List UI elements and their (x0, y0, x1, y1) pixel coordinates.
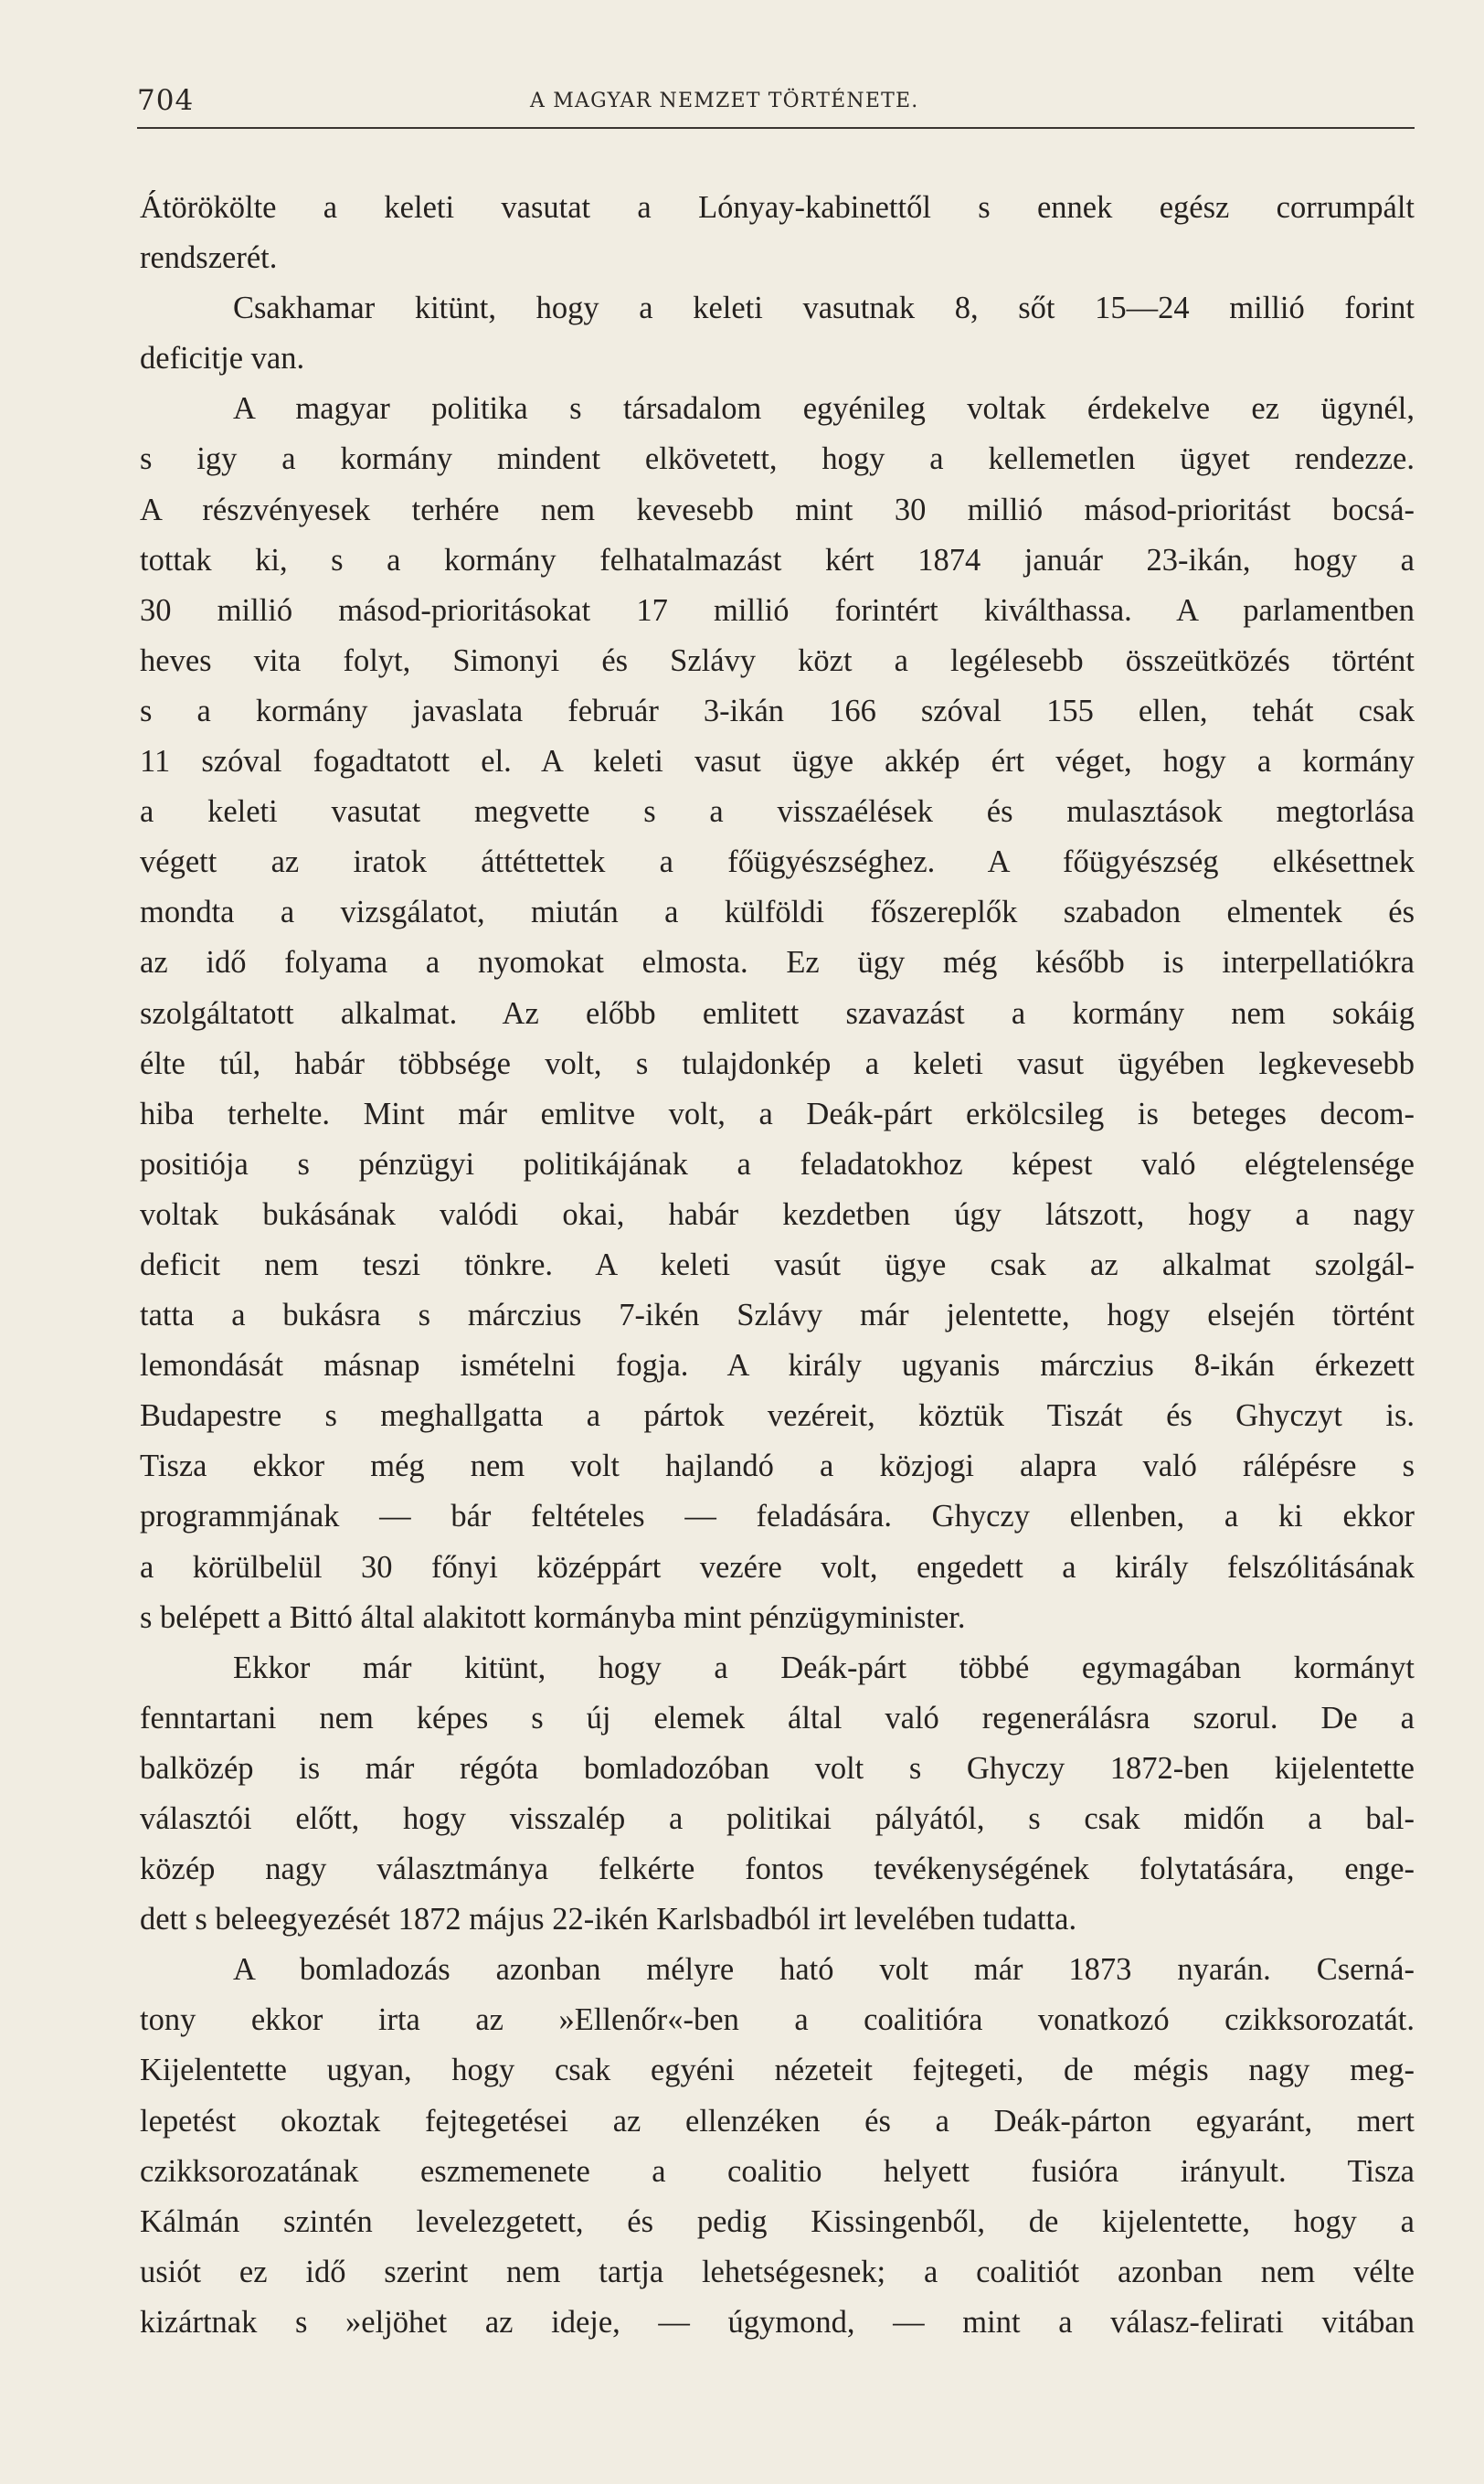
text-line: mondta a vizsgálatot, miután a külföldi főszereplők szabadon elmentek és (140, 895, 1415, 930)
text-line: A részvényesek terhére nem kevesebb mint 30 millió másod-prioritást bocsá- (140, 492, 1415, 527)
text-line: Átörökölte a keleti vasutat a Lónyay-kabinettől s ennek egész corrumpált (140, 190, 1415, 225)
page-number: 704 (137, 84, 195, 117)
text-line: Budapestre s meghallgatta a pártok vezéreit, köztük Tiszát és Ghyczyt is. (140, 1398, 1415, 1434)
text-line: programmjának — bár feltételes — feladására. Ghyczy ellenben, a ki ekkor (140, 1499, 1415, 1534)
text-line: Tisza ekkor még nem volt hajlandó a közjogi alapra való rálépésre s (140, 1449, 1415, 1484)
text-line: az idő folyama a nyomokat elmosta. Ez ügy még később is interpellatiókra (140, 945, 1415, 981)
body-text (140, 183, 1415, 2348)
text-line: választói előtt, hogy visszalép a politikai pályától, s csak midőn a bal- (140, 1801, 1415, 1836)
text-line: 11 szóval fogadtatott el. A keleti vasut ügye akkép ért véget, hogy a kormány (140, 744, 1415, 780)
text-line: kizártnak s »eljöhet az ideje, — úgymond, — mint a válasz-felirati vitában (140, 2304, 1415, 2340)
text-line: 30 millió másod-prioritásokat 17 millió forintért kiválthassa. A parlamentben (140, 592, 1415, 628)
text-line: fenntartani nem képes s új elemek által való regenerálásra szorul. De a (140, 1700, 1415, 1736)
text-line: szolgáltatott alkalmat. Az előbb emlitett szavazást a kormány nem sokáig (140, 995, 1415, 1031)
header-rule (137, 127, 1415, 129)
text-line: heves vita folyt, Simonyi és Szlávy közt a legélesebb összeütközés történt (140, 642, 1415, 678)
text-line: Kijelentette ugyan, hogy csak egyéni nézeteit fejtegeti, de mégis nagy meg- (140, 2053, 1415, 2088)
text-line: lepetést okoztak fejtegetései az ellenzéken és a Deák-párton egyaránt, mert (140, 2103, 1415, 2139)
text-line: Ekkor már kitünt, hogy a Deák-párt többé egymagában kormányt (233, 1650, 1415, 1685)
text-line: deficit nem teszi tönkre. A keleti vasút ügye csak az alkalmat szolgál- (140, 1247, 1415, 1282)
running-title: A MAGYAR NEMZET TÖRTÉNETE. (530, 90, 919, 112)
text-line: a körülbelül 30 főnyi középpárt vezére volt, engedett a király felszólitásának (140, 1549, 1415, 1585)
text-line: a keleti vasutat megvette s a visszaélések és mulasztások megtorlása (140, 794, 1415, 830)
text-line: tottak ki, s a kormány felhatalmazást kért 1874 január 23-ikán, hogy a (140, 542, 1415, 578)
text-line: s a kormány javaslata február 3-ikán 166 szóval 155 ellen, tehát csak (140, 693, 1415, 728)
text-line: A bomladozás azonban mélyre ható volt már 1873 nyarán. Cserná- (233, 1952, 1415, 1988)
text-line: lemondását másnap ismételni fogja. A király ugyanis márczius 8-ikán érkezett (140, 1348, 1415, 1384)
text-line: s belépett a Bittó által alakitott kormányba mint pénzügyminister. (140, 1599, 966, 1635)
text-line: s igy a kormány mindent elkövetett, hogy a kellemetlen ügyet rendezze. (140, 441, 1415, 477)
text-line: czikksorozatának eszmemenete a coalitio helyett fusióra irányult. Tisza (140, 2153, 1415, 2189)
text-line: usiót ez idő szerint nem tartja lehetségesnek; a coalitiót azonban nem vélte (140, 2254, 1415, 2289)
text-line: dett s beleegyezését 1872 május 22-ikén Karlsbadból irt levelében tudatta. (140, 1902, 1077, 1937)
text-line: Kálmán szintén levelezgetett, és pedig Kissingenből, de kijelentette, hogy a (140, 2203, 1415, 2239)
text-line: közép nagy választmánya felkérte fontos tevékenységének folytatására, enge- (140, 1852, 1415, 1887)
text-line: positiója s pénzügyi politikájának a feladatokhoz képest való elégtelensége (140, 1146, 1415, 1182)
text-line: voltak bukásának valódi okai, habár kezdetben úgy látszott, hogy a nagy (140, 1196, 1415, 1232)
text-line: végett az iratok áttéttettek a főügyészséghez. A főügyészség elkésettnek (140, 844, 1415, 880)
text-line: Csakhamar kitünt, hogy a keleti vasutnak 8, sőt 15—24 millió forint (233, 291, 1415, 326)
text-line: tony ekkor irta az »Ellenőr«-ben a coalitióra vonatkozó czikksorozatát. (140, 2002, 1415, 2038)
text-line: A magyar politika s társadalom egyénileg voltak érdekelve ez ügynél, (233, 391, 1415, 427)
text-line: rendszerét. (140, 240, 278, 276)
text-line: tatta a bukásra s márczius 7-ikén Szlávy már jelentette, hogy elsején történt (140, 1298, 1415, 1333)
text-line: élte túl, habár többsége volt, s tulajdonkép a keleti vasut ügyében legkevesebb (140, 1046, 1415, 1081)
text-line: deficitje van. (140, 341, 305, 377)
page-header (137, 84, 1415, 130)
text-line: hiba terhelte. Mint már emlitve volt, a Deák-párt erkölcsileg is beteges decom- (140, 1096, 1415, 1131)
text-line: balközép is már régóta bomladozóban volt s Ghyczy 1872-ben kijelentette (140, 1750, 1415, 1786)
